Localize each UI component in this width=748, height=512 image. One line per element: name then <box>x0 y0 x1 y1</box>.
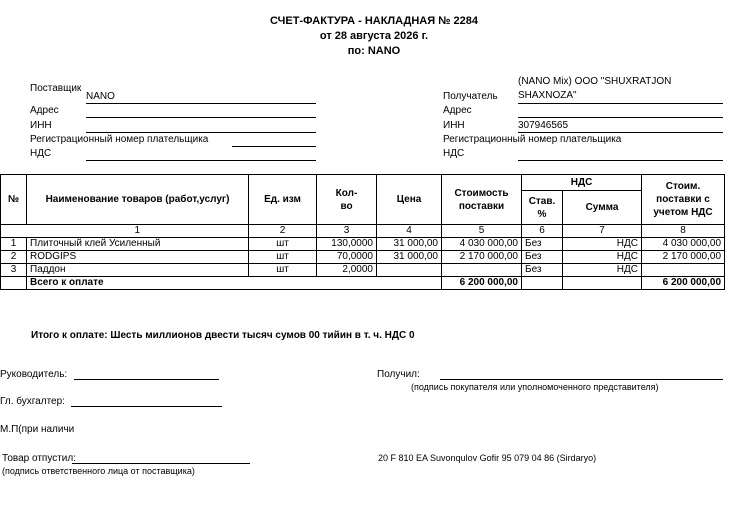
header-num: № <box>1 175 27 225</box>
recipient-nds-line <box>518 160 723 161</box>
row-name: Плиточный клей Усиленный <box>27 238 249 251</box>
items-table <box>0 174 725 290</box>
recipient-label: Получатель <box>443 91 498 102</box>
row-unit: шт <box>249 264 317 277</box>
supplier-inn-label: ИНН <box>30 120 52 131</box>
driver-info: 20 F 810 EA Suvonqulov Gofir 95 079 04 86 (Sirdaryo) <box>378 453 597 463</box>
recipient-name-line2: SHAXNOZA" <box>518 90 577 101</box>
row-price: 31 000,00 <box>377 238 442 251</box>
released-label: Товар отпустил: <box>2 453 76 464</box>
header-rate: Став. % <box>522 191 563 225</box>
recipient-nds-label: НДС <box>443 148 465 159</box>
row-total: 4 030 000,00 <box>642 238 725 251</box>
row-total: 2 170 000,00 <box>642 251 725 264</box>
total-sum <box>563 277 642 290</box>
row-name: Паддон <box>27 264 249 277</box>
row-cost: 2 170 000,00 <box>442 251 522 264</box>
accountant-label: Гл. бухгалтер: <box>0 396 65 407</box>
total-row <box>1 277 725 290</box>
col-number: 2 <box>249 225 317 238</box>
recipient-inn: 307946565 <box>518 120 569 131</box>
supplier-label: Поставщик <box>30 83 82 94</box>
supplier-reg-label: Регистрационный номер плательщика <box>30 134 209 145</box>
header-unit: Ед. изм <box>249 175 317 225</box>
invoice-po: по: NANO <box>347 45 401 57</box>
recipient-address-line <box>518 117 723 118</box>
total-row-spacer <box>1 277 27 290</box>
director-label: Руководитель: <box>0 369 68 380</box>
col-number: 7 <box>563 225 642 238</box>
row-name: RODGIPS <box>27 251 249 264</box>
total-in-words: Итого к оплате: Шесть миллионов двести тысяч сумов 00 тийин в т. ч. НДС 0 <box>31 330 415 341</box>
recipient-inn-label: ИНН <box>443 120 465 131</box>
total-rate <box>522 277 563 290</box>
row-sum: НДС <box>563 251 642 264</box>
total-with-nds: 6 200 000,00 <box>642 277 725 290</box>
stamp-label: М.П(при наличи <box>0 424 75 435</box>
table-row <box>1 264 725 277</box>
table-row <box>1 251 725 264</box>
supplier-address-line <box>86 117 316 118</box>
supplier-reg-line <box>232 146 316 147</box>
header-name: Наименование товаров (работ,услуг) <box>27 175 249 225</box>
row-cost: 4 030 000,00 <box>442 238 522 251</box>
received-label: Получил: <box>377 369 420 380</box>
row-price <box>377 264 442 277</box>
supplier-inn-line <box>86 132 316 133</box>
row-price: 31 000,00 <box>377 251 442 264</box>
received-signature-line[interactable] <box>440 379 723 380</box>
col-number: 6 <box>522 225 563 238</box>
row-cost <box>442 264 522 277</box>
row-qty: 2,0000 <box>317 264 377 277</box>
header-price: Цена <box>377 175 442 225</box>
col-number <box>1 225 27 238</box>
invoice-date: от 28 августа 2026 г. <box>319 30 429 42</box>
row-rate: Без <box>522 238 563 251</box>
col-number: 3 <box>317 225 377 238</box>
row-qty: 130,0000 <box>317 238 377 251</box>
row-num: 1 <box>1 238 27 251</box>
recipient-name-line <box>518 103 723 104</box>
row-total <box>642 264 725 277</box>
row-qty: 70,0000 <box>317 251 377 264</box>
row-rate: Без <box>522 264 563 277</box>
col-number: 5 <box>442 225 522 238</box>
row-rate: Без <box>522 251 563 264</box>
supplier-name-line <box>86 103 316 104</box>
table-row <box>1 238 725 251</box>
supplier-nds-label: НДС <box>30 148 52 159</box>
released-caption: (подпись ответственного лица от поставщика) <box>2 466 195 476</box>
row-sum: НДС <box>563 264 642 277</box>
received-caption: (подпись покупателя или уполномоченного представителя) <box>411 382 659 392</box>
header-qty: Кол-во <box>317 175 377 225</box>
invoice-title: СЧЕТ-ФАКТУРА - НАКЛАДНАЯ № 2284 <box>270 15 478 27</box>
recipient-reg-label: Регистрационный номер плательщика <box>443 134 622 145</box>
recipient-inn-line <box>518 132 723 133</box>
total-cost: 6 200 000,00 <box>442 277 522 290</box>
header-cost: Стоимость поставки <box>442 175 522 225</box>
col-number: 4 <box>377 225 442 238</box>
released-signature-line[interactable] <box>72 463 250 464</box>
col-number: 1 <box>27 225 249 238</box>
col-number: 8 <box>642 225 725 238</box>
supplier-nds-line <box>86 160 316 161</box>
row-num: 2 <box>1 251 27 264</box>
recipient-address-label: Адрес <box>443 105 472 116</box>
header-sum: Сумма <box>563 191 642 225</box>
supplier-address-label: Адрес <box>30 105 59 116</box>
header-nds: НДС <box>522 175 642 191</box>
header-total: Стоим. поставки с учетом НДС <box>642 175 725 225</box>
row-num: 3 <box>1 264 27 277</box>
supplier-name: NANO <box>86 91 115 102</box>
accountant-signature-line[interactable] <box>71 406 222 407</box>
row-sum: НДС <box>563 238 642 251</box>
row-unit: шт <box>249 251 317 264</box>
row-unit: шт <box>249 238 317 251</box>
recipient-name-line1: (NANO Mix) OOO "SHUXRATJON <box>518 76 672 87</box>
total-label: Всего к оплате <box>27 277 442 290</box>
director-signature-line[interactable] <box>74 379 219 380</box>
